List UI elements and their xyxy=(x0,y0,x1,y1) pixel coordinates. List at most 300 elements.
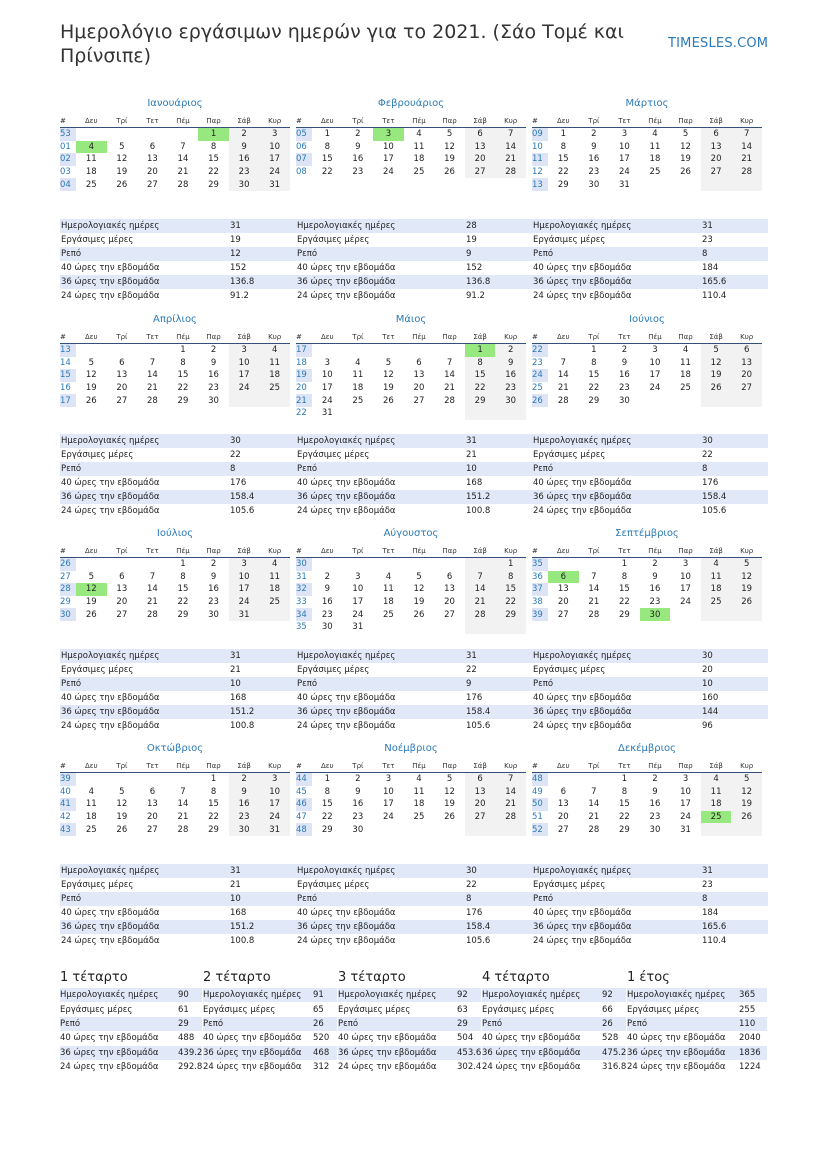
day-cell: 25 xyxy=(680,383,691,394)
day-cell: 9 xyxy=(495,357,526,370)
day-cell: 27 xyxy=(731,382,762,395)
empty-cell xyxy=(373,823,404,836)
weekday-header: Παρ xyxy=(678,333,693,341)
day-cell: 18 xyxy=(413,154,425,165)
day-cell: 16 xyxy=(229,153,260,166)
stat-row xyxy=(532,289,768,303)
week-row xyxy=(60,786,290,799)
stat-value: 12 xyxy=(230,249,241,259)
stat-label: Ρεπό xyxy=(297,249,318,259)
stat-row xyxy=(532,934,768,948)
week-row xyxy=(60,344,290,357)
weekday-header: Σάβ xyxy=(473,117,487,125)
day-cell: 21 xyxy=(557,383,569,394)
day-cell: 27 xyxy=(557,609,569,620)
empty-cell xyxy=(76,128,107,141)
day-cell: 20 xyxy=(116,597,128,608)
stat-value: 31 xyxy=(230,651,241,661)
stat-value: 30 xyxy=(702,436,713,446)
day-cell: 4 xyxy=(701,558,732,571)
month-name: Σεπτέμβριος xyxy=(615,528,679,539)
stat-value: 152 xyxy=(466,263,483,273)
stat-label: Ρεπό xyxy=(627,1018,648,1029)
month-table xyxy=(532,331,762,407)
brand-link[interactable]: TIMESLES.COM xyxy=(668,36,769,51)
stat-row xyxy=(60,504,296,518)
weekday-header: Τρί xyxy=(588,117,600,125)
day-cell: 18 xyxy=(701,798,732,811)
stat-row xyxy=(60,719,296,733)
stat-value: 9 xyxy=(466,249,472,259)
week-row xyxy=(60,357,290,370)
week-number: 26 xyxy=(532,394,548,407)
day-cell: 21 xyxy=(146,383,158,394)
day-cell: 27 xyxy=(413,395,425,406)
stat-row xyxy=(296,247,532,261)
day-cell: 28 xyxy=(557,395,569,406)
stat-row xyxy=(296,275,532,289)
stat-row xyxy=(60,275,296,289)
weekday-header: Παρ xyxy=(678,762,693,770)
day-cell: 18 xyxy=(382,597,394,608)
stat-row xyxy=(338,1002,481,1016)
day-cell: 29 xyxy=(495,608,526,621)
week-number: 24 xyxy=(532,369,548,382)
quarter-stats xyxy=(627,988,767,1074)
month-calendar xyxy=(60,96,290,191)
stat-label: Ρεπό xyxy=(297,464,318,474)
day-cell: 26 xyxy=(85,609,97,620)
day-cell: 29 xyxy=(618,824,630,835)
stat-value: 184 xyxy=(702,263,719,273)
week-row xyxy=(296,571,526,584)
stat-label: Εργάσιμες μέρες xyxy=(297,235,370,245)
week-number: 06 xyxy=(296,141,307,152)
day-cell: 5 xyxy=(88,357,94,368)
day-cell: 3 xyxy=(355,571,361,582)
stat-label: 24 ώρες την εβδομάδα xyxy=(297,291,396,301)
month-table xyxy=(60,331,290,407)
empty-cell xyxy=(731,394,762,407)
week-row xyxy=(60,571,290,584)
day-cell: 5 xyxy=(701,344,732,357)
month-stats xyxy=(532,434,768,518)
week-row xyxy=(532,608,762,621)
weekday-header: Δευ xyxy=(320,333,334,341)
stat-row xyxy=(532,691,768,705)
weekday-header: Σάβ xyxy=(473,547,487,555)
stat-value: 65 xyxy=(313,1004,324,1015)
stat-value: 8 xyxy=(702,894,708,904)
empty-cell xyxy=(168,773,199,786)
day-cell: 3 xyxy=(385,774,392,785)
day-cell: 11 xyxy=(382,584,394,595)
day-cell: 13 xyxy=(146,799,158,810)
day-cell: 12 xyxy=(85,370,97,381)
stat-row xyxy=(482,1002,626,1016)
weekday-header: Κυρ xyxy=(740,547,754,555)
weekday-header: Παρ xyxy=(206,333,221,341)
stat-label: 24 ώρες την εβδομάδα xyxy=(338,1062,437,1073)
stat-row xyxy=(60,247,296,261)
week-number: 40 xyxy=(60,786,71,797)
day-cell: 8 xyxy=(621,571,628,582)
day-cell: 21 xyxy=(177,167,189,178)
week-row xyxy=(60,608,290,621)
week-number: 38 xyxy=(532,597,543,608)
stat-row xyxy=(532,490,768,504)
stat-label: 36 ώρες την εβδομάδα xyxy=(61,707,160,717)
stat-value: 105.6 xyxy=(702,506,727,516)
weekday-header-row xyxy=(532,331,762,344)
stat-row xyxy=(627,1017,767,1031)
month-table xyxy=(296,760,526,836)
stat-row xyxy=(627,1060,767,1074)
stat-value: 160 xyxy=(702,693,719,703)
stat-row xyxy=(532,864,768,878)
day-cell: 20 xyxy=(413,383,425,394)
month-name: Απρίλιος xyxy=(153,314,197,325)
empty-cell xyxy=(434,823,465,836)
day-cell: 7 xyxy=(446,357,453,368)
stat-row xyxy=(532,434,768,448)
day-cell: 19 xyxy=(444,154,455,165)
day-cell: 18 xyxy=(352,383,364,394)
stat-value: 8 xyxy=(702,249,708,259)
week-row xyxy=(532,153,762,166)
week-row xyxy=(296,798,526,811)
day-cell: 10 xyxy=(618,141,630,152)
day-cell: 14 xyxy=(557,370,569,381)
month-stats xyxy=(532,649,768,733)
stat-row xyxy=(532,462,768,476)
day-cell: 11 xyxy=(413,786,425,797)
week-number: 43 xyxy=(60,823,76,836)
day-cell: 3 xyxy=(324,357,330,368)
day-cell: 31 xyxy=(259,178,290,191)
stat-value: 110.4 xyxy=(702,936,727,946)
day-cell: 6 xyxy=(446,571,453,582)
stat-value: 168 xyxy=(230,693,247,703)
day-cell: 27 xyxy=(146,824,158,835)
day-cell: 23 xyxy=(208,383,219,394)
stat-row xyxy=(532,649,768,663)
month-calendar xyxy=(60,312,290,407)
week-number: 20 xyxy=(296,383,307,394)
stat-value: 151.2 xyxy=(230,707,255,717)
weekday-header: Κυρ xyxy=(268,762,282,770)
week-number: 22 xyxy=(532,344,548,357)
week-number: 51 xyxy=(532,812,543,823)
day-cell: 25 xyxy=(382,609,394,620)
stat-value: 302.4 xyxy=(457,1062,481,1073)
day-cell: 14 xyxy=(146,584,158,595)
stat-value: 144 xyxy=(702,707,719,717)
weekday-header: Τετ xyxy=(382,762,395,770)
week-number: 26 xyxy=(60,558,76,571)
stat-row xyxy=(296,289,532,303)
week-row xyxy=(296,344,526,357)
day-cell: 9 xyxy=(355,786,361,797)
day-cell: 11 xyxy=(259,357,290,370)
weekday-header: Σάβ xyxy=(473,333,487,341)
stat-row xyxy=(60,289,296,303)
day-cell: 23 xyxy=(495,382,526,395)
day-cell: 4 xyxy=(682,345,689,356)
weekday-header: Σάβ xyxy=(709,547,723,555)
day-cell: 19 xyxy=(731,583,762,596)
day-cell: 30 xyxy=(649,824,661,835)
empty-cell xyxy=(640,178,671,191)
day-cell: 8 xyxy=(324,786,330,797)
weekday-header: Τετ xyxy=(146,333,159,341)
day-cell: 17 xyxy=(259,153,290,166)
week-number: 45 xyxy=(296,786,307,797)
month-name: Νοέμβριος xyxy=(384,743,438,754)
week-row xyxy=(60,153,290,166)
day-cell: 17 xyxy=(352,597,364,608)
stat-value: 151.2 xyxy=(466,492,491,502)
stat-row xyxy=(338,988,481,1002)
day-cell: 21 xyxy=(588,597,600,608)
day-cell: 23 xyxy=(352,812,364,823)
day-cell: 24 xyxy=(229,596,260,609)
stat-value: 19 xyxy=(230,235,241,245)
day-cell: 10 xyxy=(321,370,333,381)
quarter-stats xyxy=(338,988,481,1074)
day-cell: 1 xyxy=(324,129,330,140)
day-cell: 23 xyxy=(649,597,661,608)
day-cell: 9 xyxy=(210,571,217,582)
weekday-header: Πέμ xyxy=(176,547,190,555)
week-number: 31 xyxy=(296,571,307,582)
stat-label: 24 ώρες την εβδομάδα xyxy=(533,291,632,301)
day-cell: 6 xyxy=(465,128,496,141)
day-cell: 22 xyxy=(495,596,526,609)
stat-label: 24 ώρες την εβδομάδα xyxy=(482,1062,581,1073)
day-cell: 9 xyxy=(324,584,330,595)
empty-cell xyxy=(495,407,526,420)
day-cell: 29 xyxy=(588,395,600,406)
day-cell: 18 xyxy=(259,369,290,382)
month-name: Ιούλιος xyxy=(156,528,194,539)
empty-cell xyxy=(343,558,374,571)
stat-label: Ημερολογιακές ημέρες xyxy=(297,436,396,446)
weekday-header: Κυρ xyxy=(268,117,282,125)
day-cell: 19 xyxy=(85,383,97,394)
stat-row xyxy=(60,1046,202,1060)
week-row xyxy=(60,823,290,836)
quarter-title: 4 τέταρτο xyxy=(482,970,550,985)
weekday-header: Τρί xyxy=(116,117,128,125)
stat-row xyxy=(532,261,768,275)
empty-cell xyxy=(137,558,168,571)
day-cell: 22 xyxy=(321,812,333,823)
week-row xyxy=(532,798,762,811)
weekday-header: Τρί xyxy=(352,762,364,770)
stat-row xyxy=(532,892,768,906)
weekday-header: Παρ xyxy=(206,117,221,125)
day-cell: 8 xyxy=(324,141,330,152)
stat-label: Ημερολογιακές ημέρες xyxy=(627,990,726,1001)
stat-row xyxy=(296,934,532,948)
weekday-header-row xyxy=(60,115,290,128)
week-number: 35 xyxy=(296,622,307,633)
day-cell: 28 xyxy=(146,609,158,620)
day-cell: 30 xyxy=(229,823,260,836)
stat-row xyxy=(60,462,296,476)
stat-value: 165.6 xyxy=(702,922,727,932)
weekday-header: # xyxy=(532,762,538,770)
week-number: 39 xyxy=(60,773,76,786)
stat-value: 520 xyxy=(313,1033,330,1044)
month-calendar xyxy=(60,526,290,621)
day-cell: 10 xyxy=(229,571,260,584)
week-row xyxy=(296,166,526,179)
day-cell: 9 xyxy=(229,786,260,799)
day-cell: 24 xyxy=(649,383,661,394)
day-cell: 9 xyxy=(652,786,658,797)
day-cell: 24 xyxy=(680,812,691,823)
stat-value: 10 xyxy=(230,679,241,689)
stat-value: 66 xyxy=(602,1004,613,1015)
empty-cell xyxy=(373,344,404,357)
stat-value: 255 xyxy=(739,1004,756,1015)
week-row xyxy=(60,773,290,786)
stat-label: 36 ώρες την εβδομάδα xyxy=(533,277,632,287)
week-number: 33 xyxy=(296,597,307,608)
week-number: 17 xyxy=(296,344,312,357)
weekday-header: Σάβ xyxy=(237,333,251,341)
day-cell: 6 xyxy=(119,571,125,582)
day-cell: 19 xyxy=(85,597,97,608)
day-cell: 13 xyxy=(465,786,496,799)
day-cell: 17 xyxy=(680,584,691,595)
day-cell: 2 xyxy=(355,774,361,785)
day-cell: 10 xyxy=(649,357,661,368)
week-number: 48 xyxy=(532,773,548,786)
weekday-header: Τρί xyxy=(116,333,128,341)
month-calendar xyxy=(296,741,526,836)
weekday-header: Τετ xyxy=(618,117,631,125)
stat-row xyxy=(482,1046,626,1060)
month-calendar xyxy=(532,741,762,836)
month-stats xyxy=(60,219,296,303)
stat-value: 23 xyxy=(702,880,713,890)
day-cell: 26 xyxy=(413,609,425,620)
day-cell: 25 xyxy=(85,824,97,835)
weekday-header: Δευ xyxy=(84,762,98,770)
weekday-header: Παρ xyxy=(206,547,221,555)
day-cell: 8 xyxy=(560,141,566,152)
weekday-header: Πέμ xyxy=(412,117,426,125)
month-name: Μάιος xyxy=(395,314,427,325)
day-cell: 3 xyxy=(682,774,689,785)
day-cell: 1 xyxy=(560,129,566,140)
stat-label: Ημερολογιακές ημέρες xyxy=(533,651,632,661)
day-cell: 17 xyxy=(229,369,260,382)
weekday-header-row xyxy=(532,115,762,128)
stat-row xyxy=(60,906,296,920)
quarter-title: 1 έτος xyxy=(627,970,670,985)
stat-row xyxy=(338,1046,481,1060)
day-cell: 21 xyxy=(495,798,526,811)
stat-row xyxy=(338,1031,481,1045)
day-cell: 27 xyxy=(116,609,128,620)
stat-value: 10 xyxy=(230,894,241,904)
day-cell: 16 xyxy=(208,584,219,595)
stat-row xyxy=(338,1017,481,1031)
day-cell: 13 xyxy=(413,370,425,381)
stat-value: 19 xyxy=(466,235,477,245)
day-cell: 13 xyxy=(731,357,762,370)
day-cell: 14 xyxy=(588,584,600,595)
weekday-header: Σάβ xyxy=(709,333,723,341)
day-cell: 3 xyxy=(373,128,404,141)
empty-cell xyxy=(548,558,579,571)
empty-cell xyxy=(404,407,435,420)
month-name: Οκτώβριος xyxy=(146,743,204,754)
day-cell: 20 xyxy=(557,812,569,823)
stat-value: 8 xyxy=(230,464,236,474)
week-row xyxy=(532,811,762,824)
stat-row xyxy=(296,219,532,233)
stat-row xyxy=(532,719,768,733)
week-row xyxy=(60,141,290,154)
day-cell: 3 xyxy=(682,559,689,570)
stat-label: 40 ώρες την εβδομάδα xyxy=(297,693,396,703)
empty-cell xyxy=(495,621,526,634)
empty-cell xyxy=(76,773,107,786)
month-table xyxy=(532,545,762,621)
weekday-header: Κυρ xyxy=(740,762,754,770)
stat-value: 165.6 xyxy=(702,277,727,287)
day-cell: 19 xyxy=(680,154,691,165)
weekday-header: Δευ xyxy=(556,762,570,770)
day-cell: 3 xyxy=(259,128,290,141)
month-calendar xyxy=(296,96,526,178)
week-number: 35 xyxy=(532,558,548,571)
day-cell: 19 xyxy=(731,798,762,811)
weekday-header: Τρί xyxy=(352,333,364,341)
day-cell: 1 xyxy=(621,559,628,570)
day-cell: 1 xyxy=(180,345,186,356)
day-cell: 15 xyxy=(208,799,219,810)
stat-label: 24 ώρες την εβδομάδα xyxy=(297,936,396,946)
stat-row xyxy=(296,462,532,476)
day-cell: 2 xyxy=(591,129,597,140)
empty-cell xyxy=(107,558,138,571)
day-cell: 6 xyxy=(548,571,579,584)
weekday-header: Τρί xyxy=(588,333,600,341)
stat-value: 100.8 xyxy=(230,721,255,731)
stat-label: 40 ώρες την εβδομάδα xyxy=(533,263,632,273)
day-cell: 24 xyxy=(321,395,333,406)
empty-cell xyxy=(76,558,107,571)
stat-row xyxy=(296,476,532,490)
day-cell: 15 xyxy=(557,154,569,165)
day-cell: 7 xyxy=(731,128,762,141)
stat-value: 91.2 xyxy=(230,291,249,301)
month-stats xyxy=(296,219,532,303)
day-cell: 5 xyxy=(446,129,453,140)
weekday-header: # xyxy=(60,117,66,125)
stat-value: 30 xyxy=(466,866,477,876)
day-cell: 14 xyxy=(495,141,526,154)
day-cell: 2 xyxy=(210,559,217,570)
day-cell: 18 xyxy=(85,812,97,823)
stat-label: 24 ώρες την εβδομάδα xyxy=(627,1062,726,1073)
